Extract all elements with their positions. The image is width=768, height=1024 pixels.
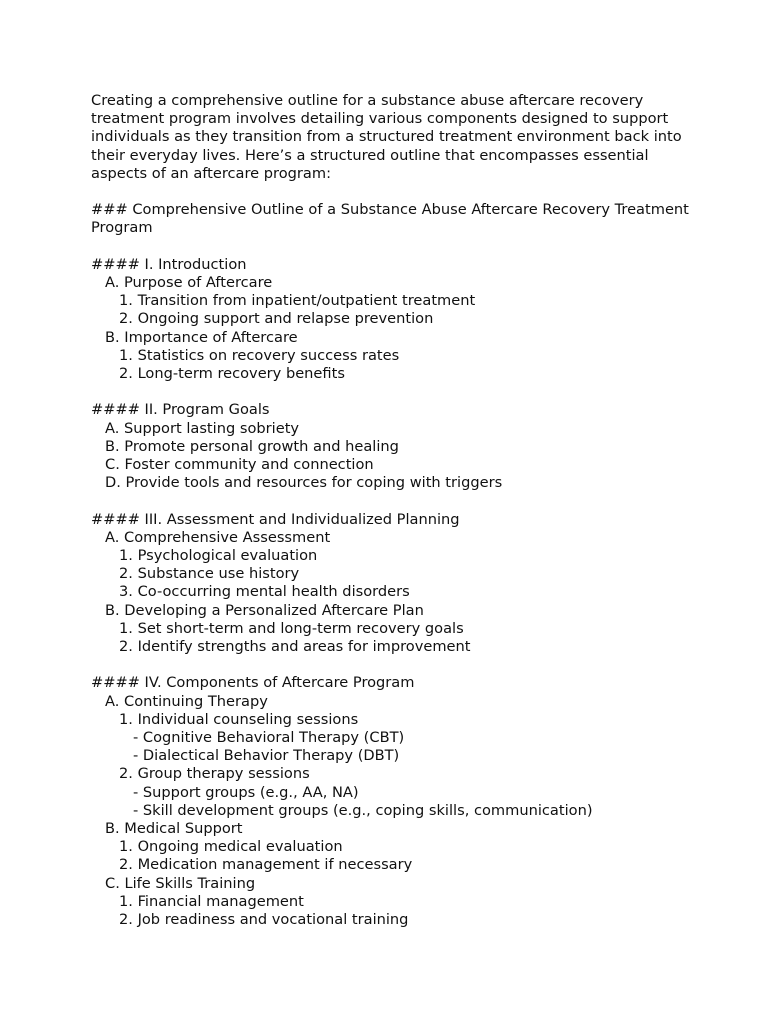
section-program-goals bbox=[91, 401, 691, 492]
section-heading: #### III. Assessment and Individualized Planning bbox=[91, 510, 460, 528]
section-heading: #### II. Program Goals bbox=[91, 401, 270, 419]
outline-item: 1. Financial management bbox=[119, 892, 304, 910]
outline-item: C. Foster community and connection bbox=[105, 456, 374, 474]
outline-item: 2. Identify strengths and areas for improvement bbox=[119, 638, 471, 656]
section-components bbox=[91, 674, 691, 929]
outline-item: - Dialectical Behavior Therapy (DBT) bbox=[133, 747, 400, 765]
outline-item: C. Life Skills Training bbox=[105, 874, 256, 892]
outline-item: 1. Individual counseling sessions bbox=[119, 710, 359, 728]
outline-item: - Skill development groups (e.g., coping skills, communication) bbox=[133, 801, 593, 819]
document-title: ### Comprehensive Outline of a Substance Abuse Aftercare Recovery Treatment Program bbox=[91, 201, 689, 237]
outline-item: B. Medical Support bbox=[105, 820, 243, 838]
outline-item: 1. Transition from inpatient/outpatient treatment bbox=[119, 292, 476, 310]
section-heading: #### IV. Components of Aftercare Program bbox=[91, 674, 415, 692]
intro-paragraph: Creating a comprehensive outline for a substance abuse aftercare recovery treatment program involves detailing various components designed to support individuals as they transition from a structured treatment environment back into their everyday lives. Here’s a structured outline that encompasses essential aspects of an aftercare program: bbox=[91, 92, 682, 182]
section-introduction bbox=[91, 256, 691, 383]
section-heading: #### I. Introduction bbox=[91, 255, 247, 273]
document-page bbox=[91, 92, 691, 947]
outline-item: A. Purpose of Aftercare bbox=[105, 274, 273, 291]
outline-item: 1. Psychological evaluation bbox=[119, 547, 318, 565]
outline-item: 1. Set short-term and long-term recovery goals bbox=[119, 619, 464, 637]
outline-item: A. Comprehensive Assessment bbox=[105, 528, 331, 546]
outline-item: 2. Job readiness and vocational training bbox=[119, 911, 409, 929]
outline-item: 1. Ongoing medical evaluation bbox=[119, 838, 343, 856]
outline-item: D. Provide tools and resources for coping with triggers bbox=[105, 474, 503, 492]
outline-item: 2. Substance use history bbox=[119, 565, 300, 583]
outline-item: 3. Co-occurring mental health disorders bbox=[119, 583, 410, 601]
outline-item: 1. Statistics on recovery success rates bbox=[119, 346, 400, 364]
outline-item: B. Promote personal growth and healing bbox=[105, 437, 399, 455]
outline-item: B. Developing a Personalized Aftercare Plan bbox=[105, 601, 424, 619]
outline-item: 2. Ongoing support and relapse prevention bbox=[119, 310, 434, 328]
outline-item: - Support groups (e.g., AA, NA) bbox=[133, 783, 359, 801]
outline-item: B. Importance of Aftercare bbox=[105, 328, 298, 346]
section-assessment bbox=[91, 511, 691, 657]
outline-item: - Cognitive Behavioral Therapy (CBT) bbox=[133, 729, 405, 747]
outline-item: 2. Medication management if necessary bbox=[119, 856, 413, 874]
outline-item: A. Continuing Therapy bbox=[105, 692, 268, 710]
outline-item: 2. Long-term recovery benefits bbox=[119, 365, 345, 383]
outline-item: A. Support lasting sobriety bbox=[105, 419, 300, 437]
outline-item: 2. Group therapy sessions bbox=[119, 765, 310, 783]
